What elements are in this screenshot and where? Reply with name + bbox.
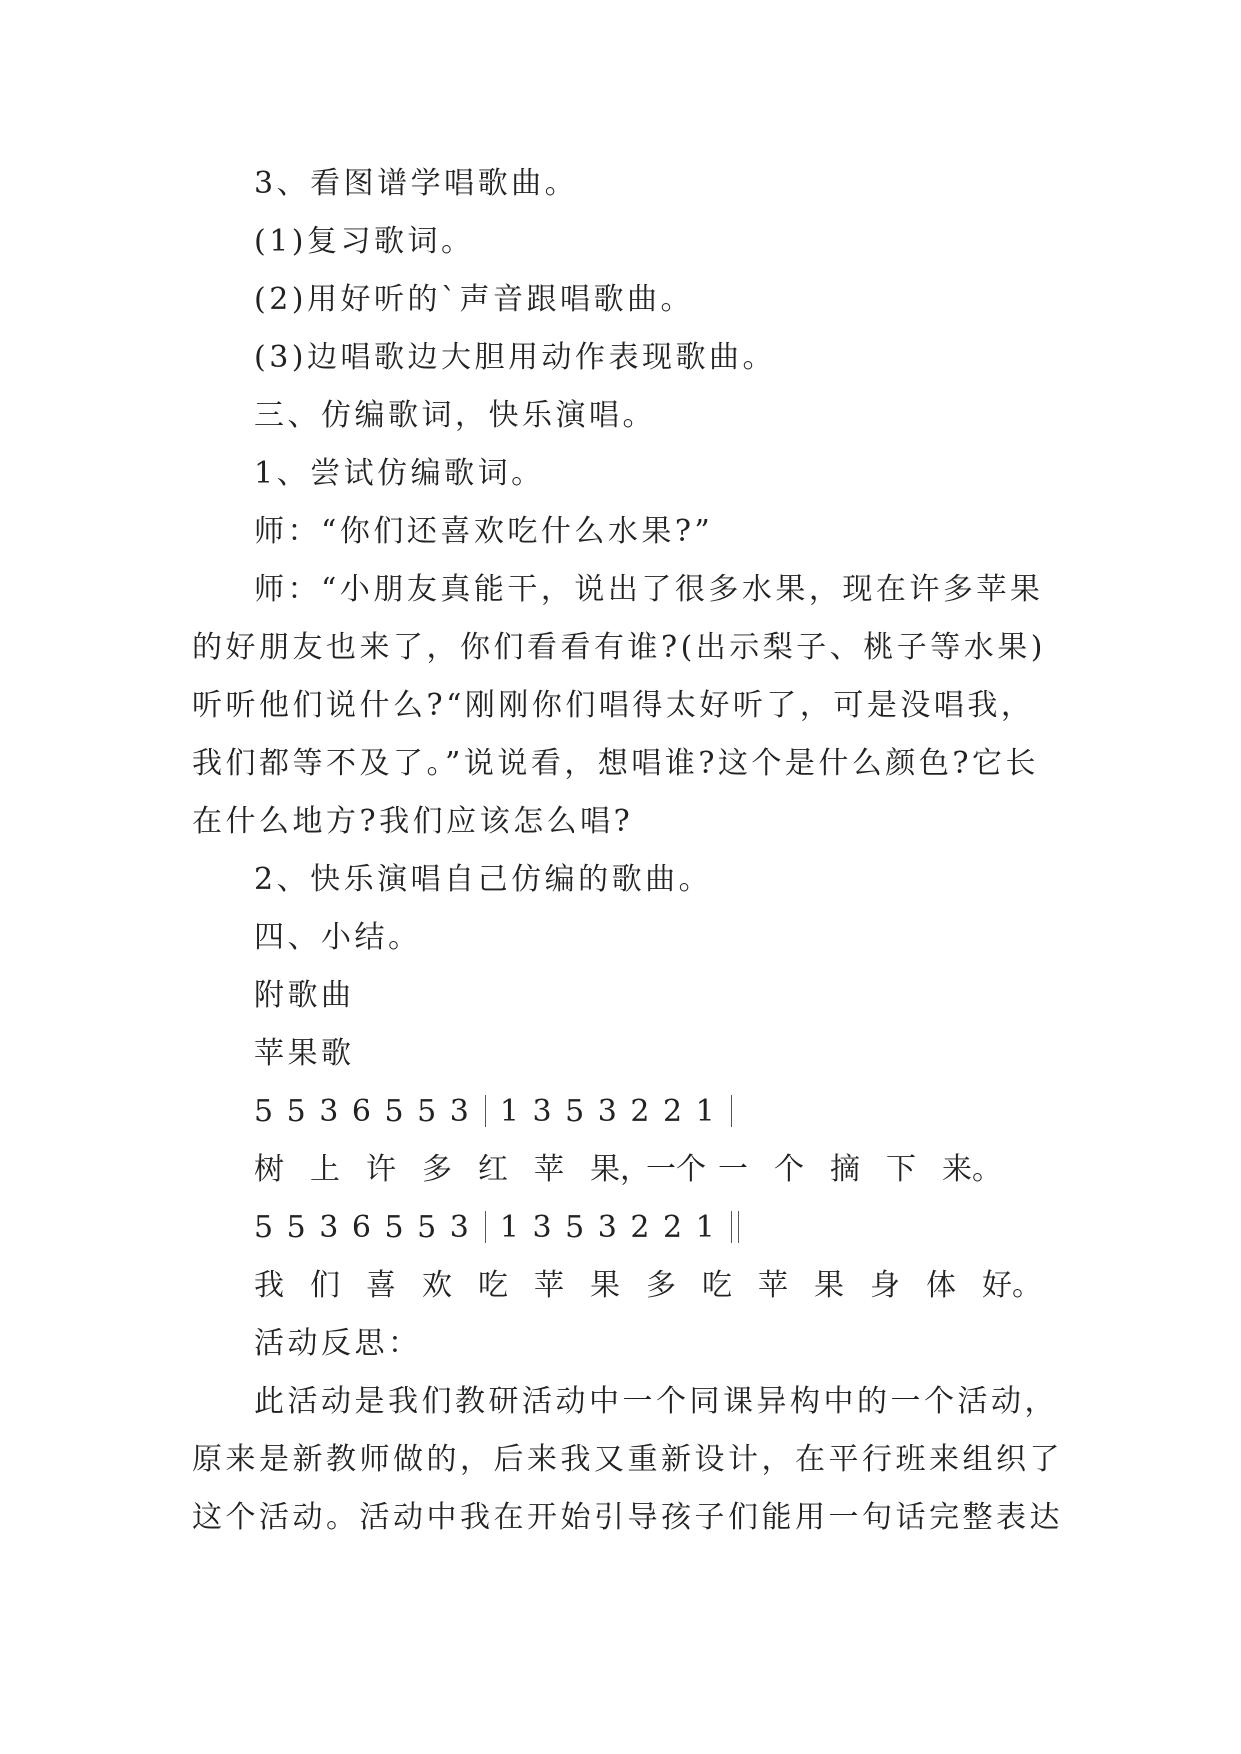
lyric-char: 身 <box>870 1268 900 1303</box>
lyric-char: 好。 <box>982 1268 1042 1303</box>
music-notation-row <box>254 1208 1114 1248</box>
lyric-char: 吃 <box>702 1268 732 1303</box>
paragraph-line: (3)边唱歌边大胆用动作表现歌曲。 <box>254 340 776 375</box>
lyrics-row <box>254 1266 1114 1306</box>
paragraph-line: 师：“你们还喜欢吃什么水果?” <box>254 514 714 549</box>
paragraph-line: (1)复习歌词。 <box>254 224 475 259</box>
lyric-char: 来。 <box>942 1152 1002 1187</box>
paragraph-line: 在什么地方?我们应该怎么唱? <box>192 804 634 839</box>
lyric-char: 苹 <box>534 1152 564 1187</box>
lyric-char: 苹 <box>534 1268 564 1303</box>
bar-line <box>731 1095 732 1127</box>
lyric-char: 下 <box>886 1152 916 1187</box>
lyric-char: 上 <box>310 1152 340 1187</box>
notation-measure: 1 3 5 3 2 2 1 <box>499 1210 717 1245</box>
lyric-char: 吃 <box>478 1268 508 1303</box>
section-heading: 四、小结。 <box>254 920 422 955</box>
paragraph-line: 听听他们说什么?“刚刚你们唱得太好听了，可是没唱我， <box>192 688 1035 723</box>
paragraph-line: 3、看图谱学唱歌曲。 <box>254 166 579 201</box>
lyric-char: 果， <box>590 1152 650 1187</box>
song-title: 苹果歌 <box>254 1036 355 1071</box>
paragraph-line: 我们都等不及了。”说说看，想唱谁?这个是什么颜色?它长 <box>192 746 1040 781</box>
paragraph-line: 此活动是我们教研活动中一个同课异构中的一个活动， <box>254 1384 1058 1419</box>
paragraph-line: 1、尝试仿编歌词。 <box>254 456 545 491</box>
lyric-char: 喜 <box>366 1268 396 1303</box>
lyric-char: 多 <box>422 1152 452 1187</box>
notation-measure: 5 5 3 6 5 5 3 <box>254 1210 471 1245</box>
double-bar-line <box>731 1211 739 1243</box>
notation-measure: 1 3 5 3 2 2 1 <box>499 1094 717 1129</box>
lyric-char: 一 <box>718 1152 748 1187</box>
section-heading: 三、仿编歌词，快乐演唱。 <box>254 398 656 433</box>
lyric-char: 摘 <box>830 1152 860 1187</box>
lyric-char: 多 <box>646 1268 676 1303</box>
paragraph-line: 师：“小朋友真能干，说出了很多水果，现在许多苹果 <box>254 572 1044 607</box>
lyric-char: 树 <box>254 1152 284 1187</box>
paragraph-line: 这个活动。活动中我在开始引导孩子们能用一句话完整表达 <box>192 1500 1063 1535</box>
lyric-char: 红 <box>478 1152 508 1187</box>
lyric-char: 们 <box>310 1268 340 1303</box>
paragraph-line: 的好朋友也来了，你们看看有谁?(出示梨子、桃子等水果) <box>192 630 1046 665</box>
paragraph-line: 附歌曲 <box>254 978 355 1013</box>
lyric-char: 果 <box>814 1268 844 1303</box>
lyric-char: 欢 <box>422 1268 452 1303</box>
paragraph-line: 2、快乐演唱自己仿编的歌曲。 <box>254 862 713 897</box>
lyric-char: 果 <box>590 1268 620 1303</box>
lyric-char: 苹 <box>758 1268 788 1303</box>
paragraph-line: (2)用好听的`声音跟唱歌曲。 <box>254 282 694 317</box>
paragraph-line: 原来是新教师做的，后来我又重新设计，在平行班来组织了 <box>192 1442 1063 1477</box>
lyric-char: 许 <box>366 1152 396 1187</box>
lyric-char: 个 <box>774 1152 804 1187</box>
lyric-char: 体 <box>926 1268 956 1303</box>
music-notation-row <box>254 1092 1114 1132</box>
bar-line <box>485 1211 486 1243</box>
notation-measure: 5 5 3 6 5 5 3 <box>254 1094 471 1129</box>
lyric-char: 一个 <box>646 1152 706 1187</box>
section-heading: 活动反思： <box>254 1326 422 1361</box>
bar-line <box>485 1095 486 1127</box>
lyric-char: 我 <box>254 1268 284 1303</box>
lyrics-row <box>254 1150 1114 1190</box>
